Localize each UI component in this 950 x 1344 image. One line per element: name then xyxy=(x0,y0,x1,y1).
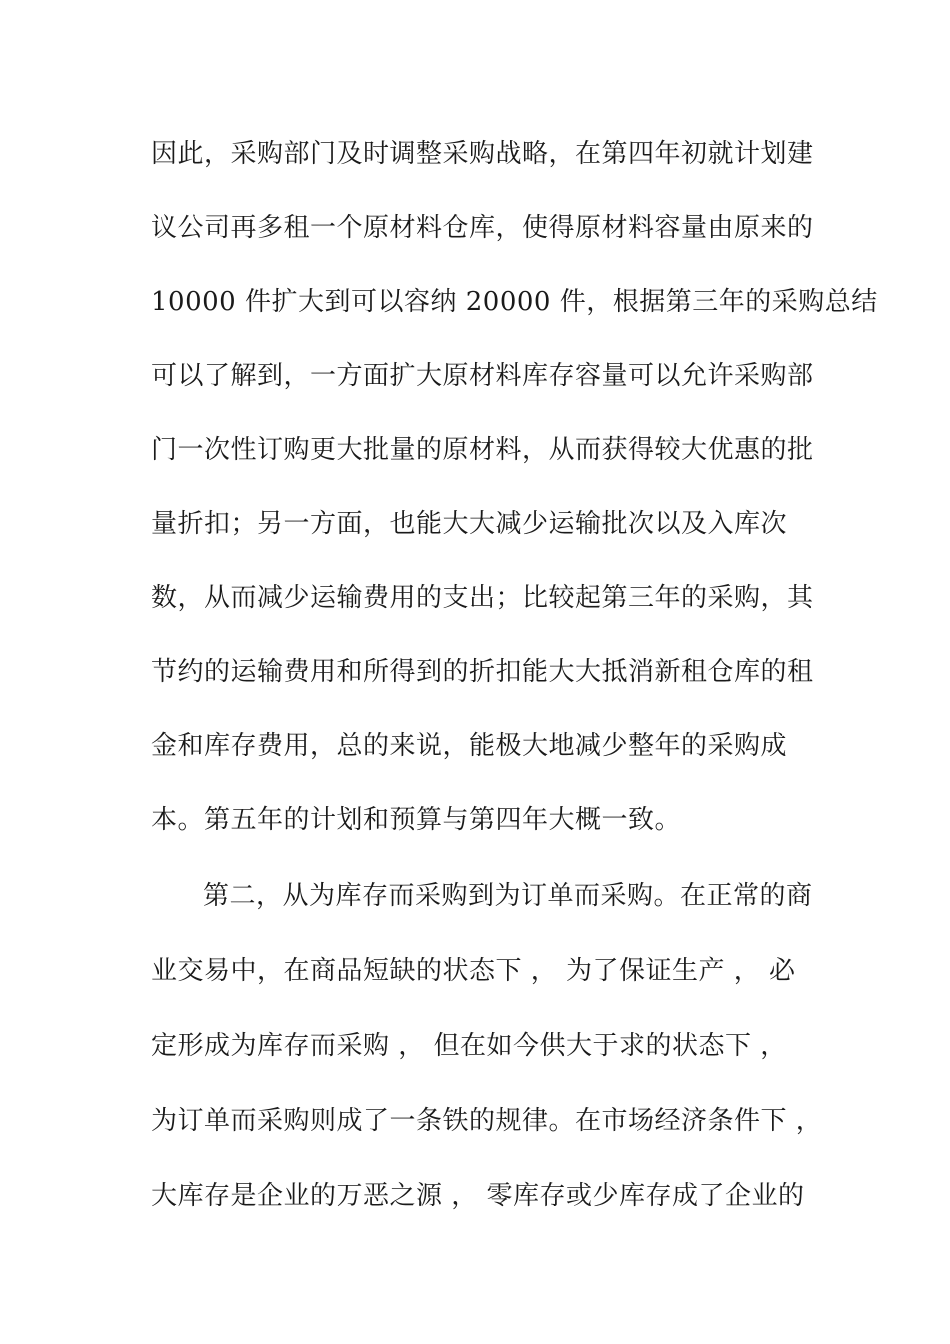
text-line-10: 本。第五年的计划和预算与第四年大概一致。 xyxy=(151,805,682,835)
text-line-3: 10000 件扩大到可以容纳 20000 件，根据第三年的采购总结 xyxy=(151,287,878,317)
text-line-6: 量折扣；另一方面，也能大大减少运输批次以及入库次 xyxy=(151,509,788,539)
text-line-8: 节约的运输费用和所得到的折扣能大大抵消新租仓库的租 xyxy=(151,657,814,687)
text-line-15: 大库存是企业的万恶之源 ， 零库存或少库存成了企业的 xyxy=(151,1181,805,1211)
text-line-1: 因此，采购部门及时调整采购战略，在第四年初就计划建 xyxy=(151,139,814,169)
text-line-7: 数，从而减少运输费用的支出；比较起第三年的采购，其 xyxy=(151,583,814,613)
text-line-14: 为订单而采购则成了一条铁的规律。在市场经济条件下 ， xyxy=(151,1106,823,1136)
text-line-4: 可以了解到，一方面扩大原材料库存容量可以允许采购部 xyxy=(151,361,814,391)
text-line-9: 金和库存费用，总的来说，能极大地减少整年的采购成 xyxy=(151,731,788,761)
text-line-12: 业交易中，在商品短缺的状态下 ， 为了保证生产 ， 必 xyxy=(151,956,796,986)
text-line-5: 门一次性订购更大批量的原材料，从而获得较大优惠的批 xyxy=(151,435,814,465)
paragraph-2-first-line: 第二，从为库存而采购到为订单而采购。在正常的商 xyxy=(203,881,813,911)
text-line-13: 定形成为库存而采购 ， 但在如今供大于求的状态下 ， xyxy=(151,1031,787,1061)
text-line-2: 议公司再多租一个原材料仓库，使得原材料容量由原来的 xyxy=(151,213,814,243)
